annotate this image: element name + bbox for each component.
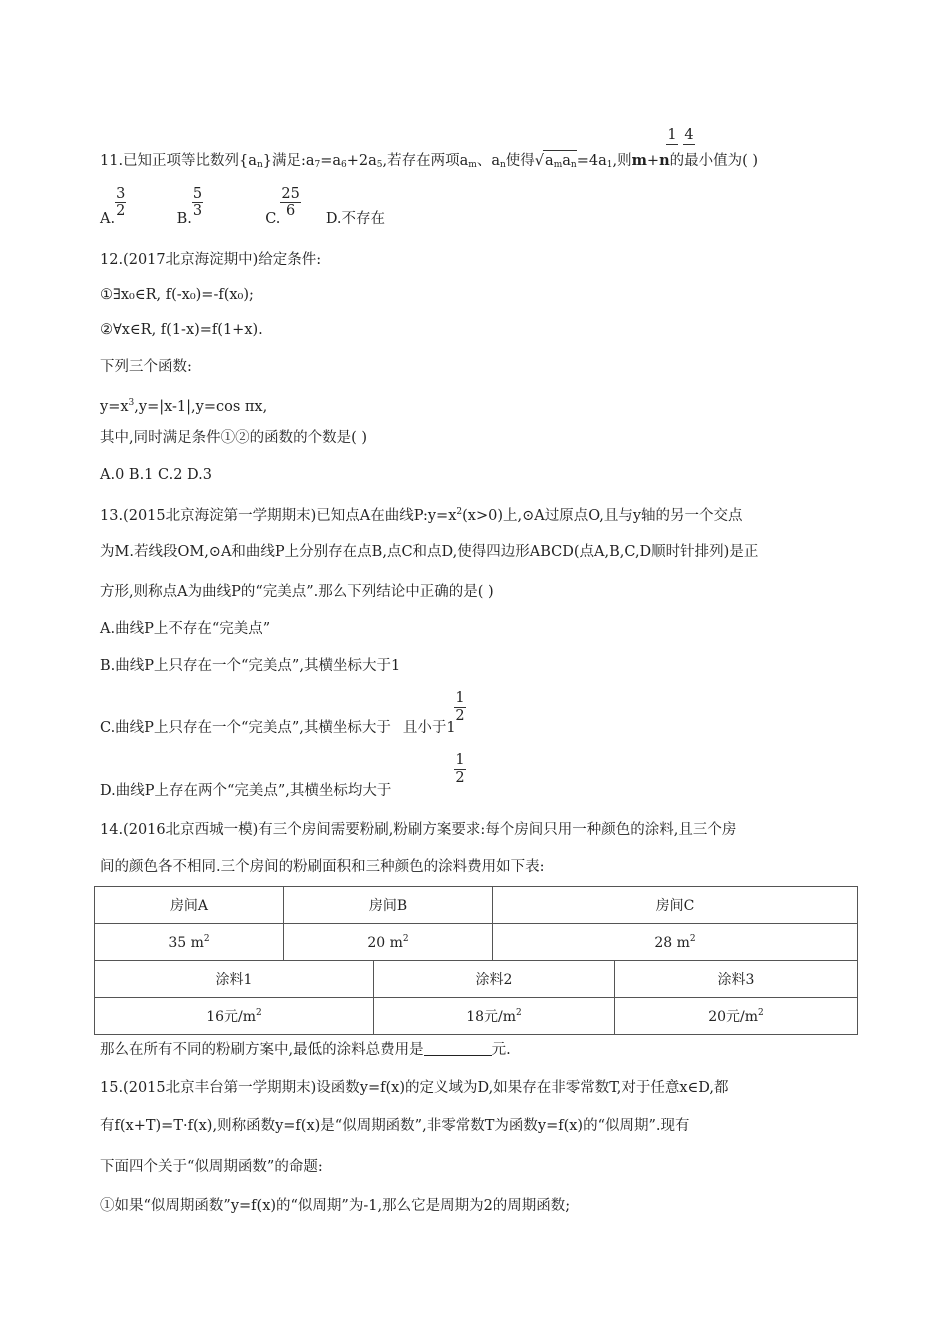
area-value: 28 m [654,934,690,951]
q13-option-a: A.曲线P上不存在“完美点” [100,621,271,637]
table-cell [284,924,493,961]
denominator: 2 [455,770,465,786]
sub: 5 [376,160,383,170]
q11-n: n [659,152,670,169]
q11-text: ,则 [612,153,632,169]
q11-num: 4 [684,127,694,143]
denominator: 3 [192,203,203,219]
table-header-cell: 房间A [95,887,284,924]
paints-table [94,960,858,1035]
sup: 2 [203,933,210,944]
sup: 2 [689,933,696,944]
q11-text: ,若存在两项a [382,153,469,169]
table-cell [95,924,284,961]
q11-option-b [177,186,261,228]
table-row [95,998,858,1035]
price-value: 20元/m [708,1009,759,1025]
fraction [280,186,300,219]
q11-text: }满足:a [262,153,315,169]
sup: 2 [402,933,409,944]
q13-text: (x>0)上,⊙A过原点O,且与y轴的另一个交点 [462,508,743,524]
table-row [95,961,858,998]
q12-options: A.0 B.1 C.2 D.3 [100,467,212,483]
q11-numerator-4 [683,126,695,145]
q13-line-3: 方形,则称点A为曲线P的“完美点”.那么下列结论中正确的是( ) [100,584,494,600]
table-header-cell: 房间C [493,887,858,924]
q11-option-a [100,186,172,228]
q15-line-1: 15.(2015北京丰台第一学期期末)设函数y=f(x)的定义域为D,如果存在非零常数T,对于任意x∈D,都 [100,1080,729,1096]
q13-text: 且小于1 [402,720,456,736]
sqrt-a: a [562,153,571,169]
q11-numerator-1 [666,126,678,145]
fraction [192,186,203,219]
area-value: 20 m [367,934,403,951]
q13-line-2: 为M.若线段OM,⊙A和曲线P上分别存在点B,点C和点D,使得四边形ABCD(点A,B,C,D顺时针排列)是正 [100,544,759,560]
table-row [95,887,858,924]
q11-option-c [265,186,321,228]
q13-option-b: B.曲线P上只存在一个“完美点”,其横坐标大于1 [100,658,401,674]
q14-line-2: 间的颜色各不相同.三个房间的粉刷面积和三种颜色的涂料费用如下表: [100,859,545,875]
table-header-cell: 涂料2 [374,961,615,998]
q12-line-1: 12.(2017北京海淀期中)给定条件: [100,252,322,268]
q12-text: ,y=|x-1|,y=cos πx, [134,399,268,415]
sub: n [570,160,577,170]
fraction [115,186,126,219]
table-cell [493,924,858,961]
table-cell [615,998,858,1035]
sup: 2 [758,1008,764,1018]
denominator: 6 [286,203,296,219]
q12-line-5 [100,393,267,417]
answer-blank[interactable] [424,1041,492,1056]
q13-option-c-fraction [454,690,466,725]
q11-text: 、a [476,153,500,169]
q12-line-3: ②∀x∈R, f(1-x)=f(1+x). [100,322,263,338]
sup: 3 [128,398,135,408]
denominator: 2 [116,203,126,219]
q11-text: =a [320,153,342,169]
numerator: 1 [455,690,465,706]
q13-option-d-fraction [454,752,466,787]
q15-line-2: 有f(x+T)=T·f(x),则称函数y=f(x)是“似周期函数”,非零常数T为函数y=f(x)的“似周期”.现有 [100,1118,690,1134]
q11-option-d: D.不存在 [325,211,386,227]
q13-option-d [100,781,391,801]
option-label: B. [176,211,192,227]
q11-text: +2a [346,153,377,169]
sub: 7 [314,160,321,170]
q14-answer-line [100,1040,511,1060]
sub: n [256,160,263,170]
table-cell [374,998,615,1035]
q13-text: 13.(2015北京海淀第一学期期末)已知点A在曲线P:y=x [100,508,457,524]
sub: 6 [341,160,347,170]
q11-text: =4a [576,153,607,169]
sup: 2 [456,507,463,517]
option-label: A. [100,211,116,227]
table-cell [95,998,374,1035]
sub: n [500,160,506,170]
numerator: 25 [281,186,300,202]
sup: 2 [256,1008,262,1018]
table-header-cell: 涂料3 [615,961,858,998]
q14-text: 元. [491,1042,511,1058]
price-value: 16元/m [206,1009,257,1025]
rooms-table [94,886,858,961]
q11-m: m [631,152,647,169]
q13-line-1 [100,502,743,526]
q12-line-6: 其中,同时满足条件①②的函数的个数是( ) [100,430,368,446]
q11-plus: + [646,153,660,169]
numerator: 1 [455,752,465,768]
q14-text: 那么在所有不同的粉刷方案中,最低的涂料总费用是 [100,1042,424,1058]
sub: 1 [606,160,613,170]
q11-text: 的最小值为( ) [669,153,759,169]
q12-line-2: ①∃x₀∈R, f(-x₀)=-f(x₀); [100,287,254,303]
sup: 2 [516,1008,522,1018]
sqrt-a: a [545,153,554,169]
q12-text: y=x [100,399,129,415]
option-label: C. [265,211,281,227]
area-value: 35 m [168,934,204,951]
q13-option-c [100,718,456,738]
sub: m [553,160,563,170]
table-row [95,924,858,961]
numerator: 3 [116,186,126,202]
q11-num: 1 [667,127,677,143]
q11-text: 11.已知正项等比数列{a [100,153,257,169]
table-header-cell: 房间B [284,887,493,924]
q12-line-4: 下列三个函数: [100,359,192,375]
price-value: 18元/m [466,1009,517,1025]
q14-line-1: 14.(2016北京西城一模)有三个房间需要粉刷,粉刷方案要求:每个房间只用一种颜色的涂料,且三个房 [100,822,737,838]
q15-line-3: 下面四个关于“似周期函数”的命题: [100,1159,323,1175]
q11-options [100,186,385,228]
q13-text: C.曲线P上只存在一个“完美点”,其横坐标大于 [100,720,391,736]
q13-text: D.曲线P上存在两个“完美点”,其横坐标均大于 [100,783,392,799]
table-header-cell: 涂料1 [95,961,374,998]
denominator: 2 [455,708,465,724]
q11-stem [100,150,758,175]
q15-line-4: ①如果“似周期函数”y=f(x)的“似周期”为-1,那么它是周期为2的周期函数; [100,1198,571,1214]
sqrt-sign: √ [534,153,545,169]
sqrt-expression [543,150,577,175]
sub: m [468,160,477,170]
numerator: 5 [192,186,203,202]
q11-text: 使得 [505,153,535,169]
